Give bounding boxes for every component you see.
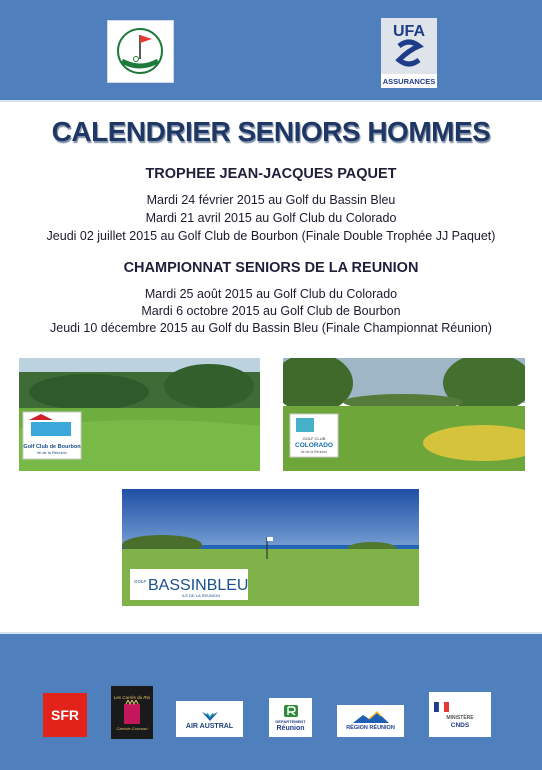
- colorado-logo-sub: Ile de la Réunion: [300, 450, 328, 454]
- golf-bourbon-photo: [19, 358, 260, 471]
- bassin-logo-prefix: GOLF: [134, 579, 147, 584]
- ufa-caption: ASSURANCES: [382, 77, 436, 86]
- golf-reunionnaise-logo: [107, 20, 174, 83]
- bassin-logo-sub: ILE DE LA REUNION: [182, 593, 221, 598]
- golf-bassin-bleu-photo: [122, 489, 419, 606]
- ufa-assurances-logo: [381, 18, 437, 88]
- departement-reunion-logo: [269, 698, 312, 737]
- ufa-brand-text: UFA: [393, 23, 425, 40]
- departement-line2: Réunion: [276, 724, 305, 732]
- event-line: Mardi 24 février 2015 au Golf du Bassin Bleu: [146, 193, 396, 207]
- region-text: RÉGION RÉUNION: [346, 724, 395, 731]
- golf-colorado-photo: [283, 358, 525, 471]
- air-austral-logo: [176, 701, 243, 737]
- air-austral-text: AIR AUSTRAL: [185, 722, 234, 730]
- event-line: Mardi 25 août 2015 au Golf Club du Colorado: [144, 287, 398, 301]
- event-line: Mardi 21 avril 2015 au Golf Club du Colorado: [145, 211, 397, 225]
- sfr-logo: [43, 693, 87, 737]
- event-line: Jeudi 10 décembre 2015 au Golf du Bassin Bleu (Finale Championnat Réunion): [50, 321, 492, 335]
- bourbon-logo-name: Golf Club de Bourbon: [23, 444, 81, 450]
- cnds-sub: MINISTÈRE: [446, 714, 474, 721]
- carre-line2: Carriole-Coursaci: [116, 725, 148, 731]
- colorado-logo-small: GOLF CLUB: [302, 436, 326, 441]
- departement-r-icon: [283, 704, 299, 718]
- event-line: Jeudi 02 juillet 2015 au Golf Club de Bourbon (Finale Double Trophée JJ Paquet): [46, 229, 496, 243]
- bassin-logo-name: BASSINBLEU: [148, 577, 249, 594]
- departement-line1: DÉPARTEMENT: [275, 718, 306, 724]
- region-mountain-icon: [351, 711, 391, 725]
- bourbon-logo-sub: ile de la Réunion: [37, 450, 67, 455]
- section-heading-championnat: CHAMPIONNAT SENIORS DE LA REUNION: [123, 260, 419, 276]
- page-title: CALENDRIER SENIORS HOMMES: [51, 116, 491, 147]
- event-line: Mardi 6 octobre 2015 au Golf Club de Bourbon: [141, 304, 401, 318]
- carre-line1: Les Carrés du Roi: [113, 694, 151, 700]
- section-heading-trophee: TROPHEE JEAN-JACQUES PAQUET: [145, 166, 397, 182]
- carres-du-roi-logo: [111, 686, 153, 739]
- crown-icon: [122, 700, 142, 726]
- marianne-flag-icon: [432, 701, 488, 715]
- sfr-text: SFR: [51, 707, 79, 723]
- colorado-logo-name: COLORADO: [295, 442, 333, 449]
- region-reunion-logo: [337, 705, 404, 737]
- cnds-label: CNDS: [450, 721, 470, 729]
- header-band: [0, 0, 542, 102]
- cnds-logo: [429, 692, 491, 737]
- air-austral-bird-icon: [200, 709, 220, 723]
